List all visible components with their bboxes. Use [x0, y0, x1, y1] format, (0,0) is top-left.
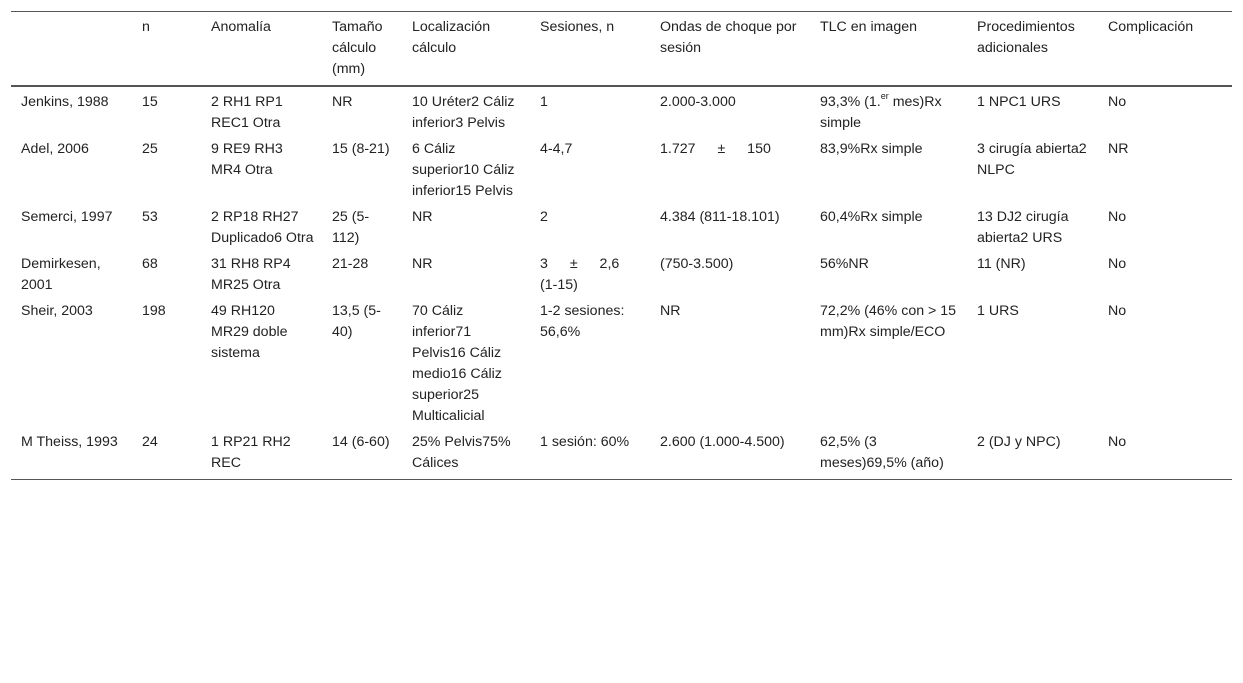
cell-size: 25 (5-112): [332, 209, 370, 246]
header-sessions: Sesiones, n: [540, 19, 615, 35]
cell-anomaly: 1 RP21 RH2 REC: [211, 434, 291, 471]
table-row: [11, 134, 1232, 202]
cell-sessions: 2: [540, 209, 548, 225]
cell-complication: No: [1108, 94, 1127, 110]
cell-anomaly: 9 RE9 RH3 MR4 Otra: [211, 141, 283, 178]
cell-additional: 1 URS: [977, 303, 1019, 319]
cell-additional: 3 cirugía abierta2 NLPC: [977, 141, 1087, 178]
header-shockwaves: Ondas de choque por sesión: [660, 19, 797, 56]
cell-complication: No: [1108, 434, 1127, 450]
cell-anomaly: 49 RH120 MR29 doble sistema: [211, 303, 288, 361]
cell-tlc: 83,9%Rx simple: [820, 141, 923, 157]
cell-study: M Theiss, 1993: [21, 434, 118, 450]
cell-sessions: 1-2 sesiones: 56,6%: [540, 303, 625, 340]
cell-tlc: 56%NR: [820, 256, 869, 272]
cell-tlc-text: 93,3% (1.: [820, 94, 881, 110]
cell-n: 25: [142, 141, 158, 157]
cell-n: 15: [142, 94, 158, 110]
cell-study: Jenkins, 1988: [21, 94, 109, 110]
header-additional: Procedimientos adicionales: [977, 19, 1075, 56]
cell-shockwaves: NR: [660, 303, 681, 319]
cell-additional: 13 DJ2 cirugía abierta2 URS: [977, 209, 1069, 246]
cell-complication: No: [1108, 303, 1127, 319]
cell-sessions: 3 ± 2,6 (1-15): [540, 256, 620, 293]
cell-study: Sheir, 2003: [21, 303, 93, 319]
cell-shockwaves: 2.000-3.000: [660, 94, 736, 110]
table-row: [11, 249, 1232, 296]
cell-size: 13,5 (5-40): [332, 303, 381, 340]
cell-location: NR: [412, 209, 433, 225]
cell-size: NR: [332, 94, 353, 110]
cell-study: Demirkesen, 2001: [21, 256, 101, 293]
cell-complication: NR: [1108, 141, 1129, 157]
cell-size: 21-28: [332, 256, 369, 272]
cell-additional: 2 (DJ y NPC): [977, 434, 1061, 450]
table-row: [11, 427, 1232, 480]
cell-location: 70 Cáliz inferior71 Pelvis16 Cáliz medio16 Cáliz superior25 Multicalicial: [412, 303, 502, 424]
cell-additional: 11 (NR): [977, 256, 1026, 272]
cell-anomaly: 31 RH8 RP4 MR25 Otra: [211, 256, 291, 293]
cell-tlc-text-rest: mes)Rx simple: [820, 94, 942, 131]
cell-shockwaves: 2.600 (1.000-4.500): [660, 434, 785, 450]
cell-sessions: 1: [540, 94, 548, 110]
cell-size: 14 (6-60): [332, 434, 390, 450]
cell-size: 15 (8-21): [332, 141, 390, 157]
cell-tlc: 60,4%Rx simple: [820, 209, 923, 225]
header-complication: Complicación: [1108, 19, 1194, 35]
cell-complication: No: [1108, 256, 1127, 272]
cell-sessions: 4-4,7: [540, 141, 573, 157]
header-location: Localización cálculo: [412, 19, 491, 56]
results-table: [11, 11, 1232, 480]
cell-additional: 1 NPC1 URS: [977, 94, 1061, 110]
cell-n: 24: [142, 434, 158, 450]
cell-study: Semerci, 1997: [21, 209, 113, 225]
cell-n: 68: [142, 256, 158, 272]
cell-location: 10 Uréter2 Cáliz inferior3 Pelvis: [412, 94, 515, 131]
cell-tlc: [810, 86, 967, 134]
table-row: [11, 202, 1232, 249]
cell-shockwaves: 4.384 (811-18.101): [660, 209, 780, 225]
table-row: [11, 86, 1232, 134]
header-n: n: [142, 19, 150, 35]
header-size: Tamaño cálculo (mm): [332, 19, 383, 77]
cell-shockwaves: (750-3.500): [660, 256, 734, 272]
header-study: [11, 12, 132, 87]
cell-location: 25% Pelvis75% Cálices: [412, 434, 511, 471]
table-header-row: [11, 12, 1232, 87]
table-row: [11, 296, 1232, 427]
cell-location: NR: [412, 256, 433, 272]
cell-location: 6 Cáliz superior10 Cáliz inferior15 Pelvis: [412, 141, 515, 199]
cell-complication: No: [1108, 209, 1127, 225]
cell-tlc: 62,5% (3 meses)69,5% (año): [820, 434, 944, 471]
cell-anomaly: 2 RP18 RH27 Duplicado6 Otra: [211, 209, 314, 246]
cell-anomaly: 2 RH1 RP1 REC1 Otra: [211, 94, 283, 131]
cell-shockwaves: 1.727 ± 150: [660, 141, 771, 157]
cell-tlc-superscript: er: [880, 91, 889, 102]
cell-sessions: 1 sesión: 60%: [540, 434, 630, 450]
cell-study: Adel, 2006: [21, 141, 89, 157]
header-anomaly: Anomalía: [211, 19, 271, 35]
cell-tlc: 72,2% (46% con > 15 mm)Rx simple/ECO: [820, 303, 957, 340]
results-table-container: [11, 11, 1232, 480]
cell-n: 53: [142, 209, 158, 225]
header-tlc: TLC en imagen: [820, 19, 917, 35]
cell-n: 198: [142, 303, 166, 319]
